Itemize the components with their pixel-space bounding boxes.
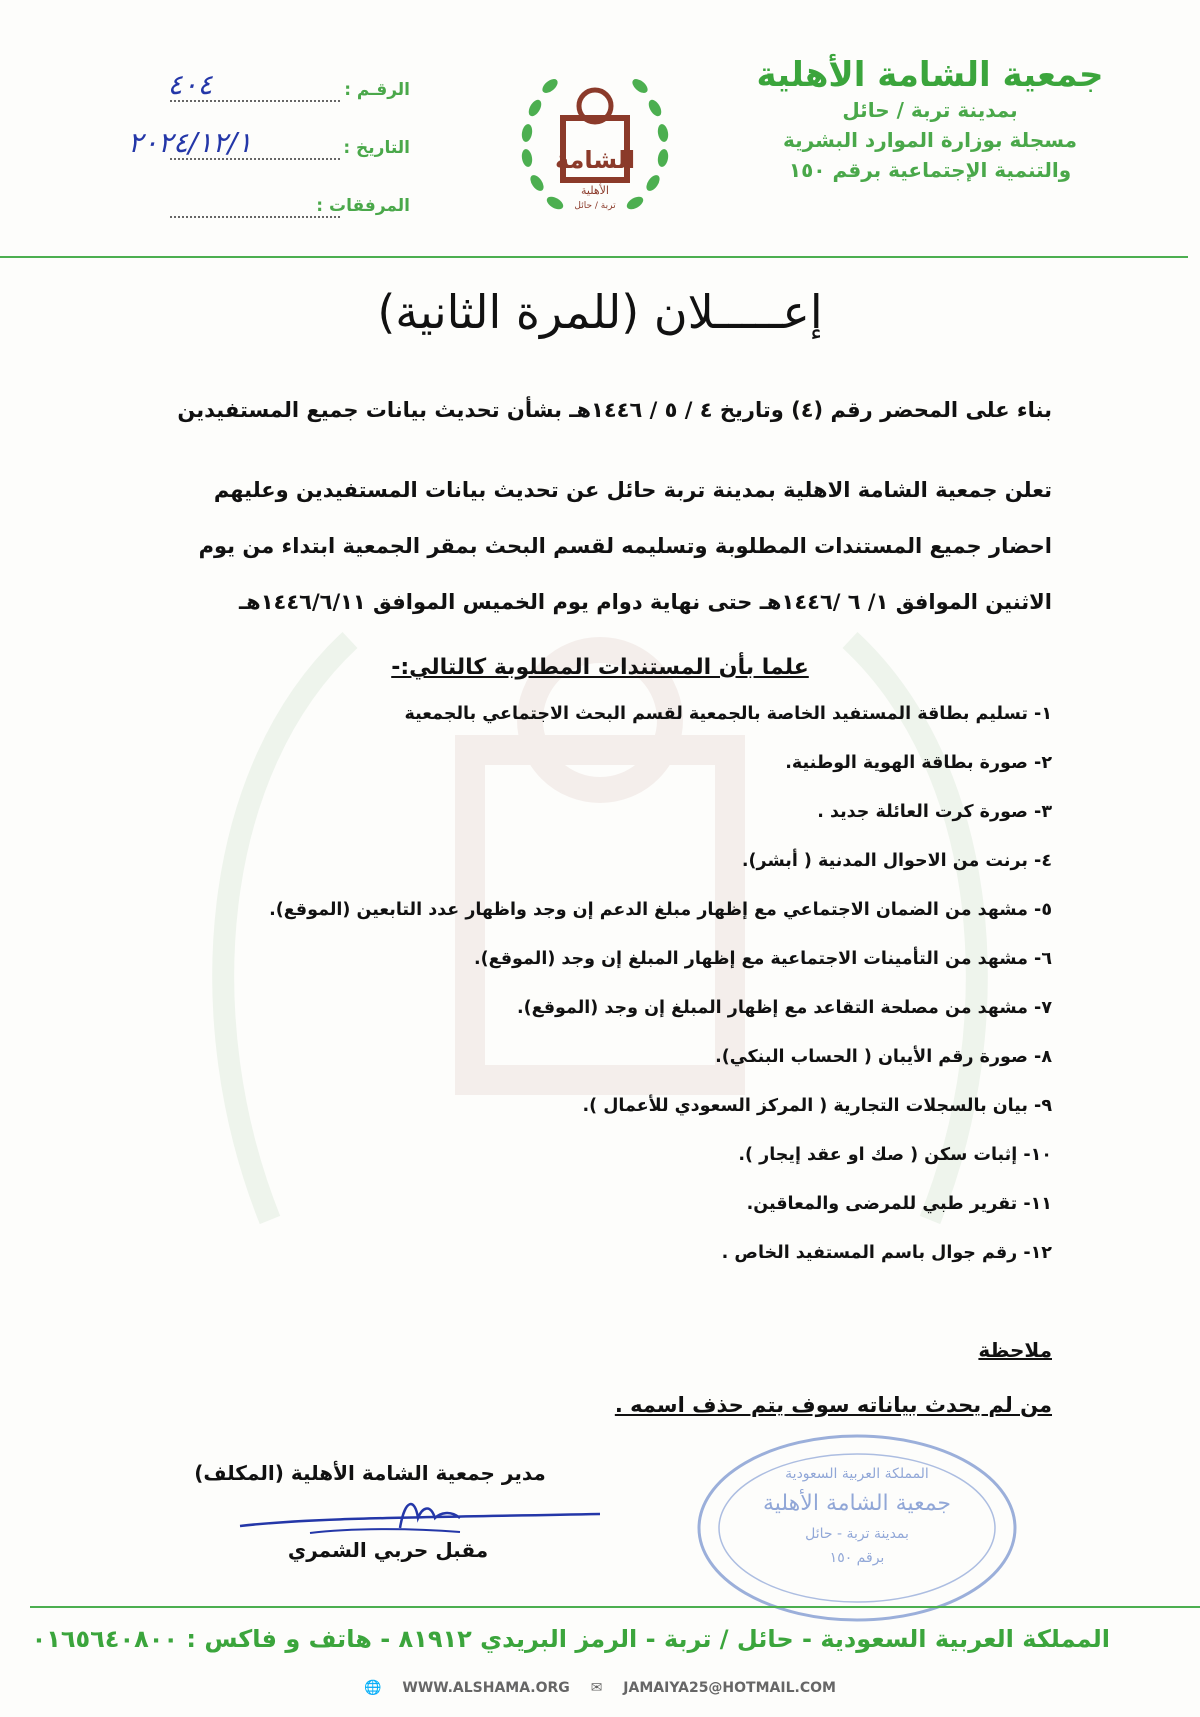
- list-item: ١- تسليم بطاقة المستفيد الخاصة بالجمعية لقسم البحث الاجتماعي بالجمعية: [404, 704, 1052, 724]
- logo-sub: الأهلية: [581, 184, 609, 197]
- list-item: ١٠- إثبات سكن ( صك او عقد إيجار ).: [738, 1145, 1052, 1165]
- body-line: الاثنين الموافق ١/ ٦ /١٤٤٦هـ حتى نهاية دوام يوم الخميس الموافق ١٤٤٦/٦/١١هـ: [238, 590, 1052, 614]
- body-line: احضار جميع المستندات المطلوبة وتسليمه لقسم البحث بمقر الجمعية ابتداء من يوم: [198, 534, 1052, 558]
- stamp-line: بمدينة تربة - حائل: [805, 1526, 909, 1542]
- org-logo: [505, 48, 685, 228]
- intro-paragraph: بناء على المحضر رقم (٤) وتاريخ ٤ / ٥ / ١٤٤٦هـ بشأن تحديث بيانات جميع المستفيدين: [177, 398, 1052, 422]
- body-line: تعلن جمعية الشامة الاهلية بمدينة تربة حائل عن تحديث بيانات المستفيدين وعليهم: [213, 478, 1052, 502]
- note-heading: ملاحظة: [978, 1338, 1052, 1362]
- list-item: ٩- بيان بالسجلات التجارية ( المركز السعودي للأعمال ).: [582, 1096, 1052, 1116]
- field-number-label: الرقـم :: [344, 80, 410, 100]
- header-divider: [0, 256, 1188, 258]
- org-name: جمعية الشامة الأهلية: [756, 55, 1104, 95]
- field-number: [60, 70, 410, 128]
- globe-icon: 🌐: [364, 1680, 382, 1696]
- email-link[interactable]: JAMAIYA25@HOTMAIL.COM: [623, 1680, 836, 1696]
- announcement-title: إعـــــلان (للمرة الثانية): [377, 285, 823, 339]
- reference-fields: [60, 70, 410, 244]
- field-number-value: ٤٠٤: [167, 68, 213, 101]
- org-line-number: والتنمية الإجتماعية برقم ١٥٠: [788, 158, 1072, 182]
- list-item: ٤- برنت من الاحوال المدنية ( أبشر).: [741, 851, 1052, 871]
- body-paragraph: [152, 462, 1052, 630]
- logo-text: الشامة: [554, 146, 636, 174]
- footer-address: المملكة العربية السعودية - حائل / تربة - الرمز البريدي ٨١٩١٢ - هاتف و فاكس : ٠١٦٥٦٤٠٨٠٠: [31, 1625, 1110, 1653]
- footer-contacts: [0, 1680, 1200, 1696]
- footer-divider: [30, 1606, 1200, 1608]
- org-line-registry: مسجلة بوزارة الموارد البشرية: [783, 128, 1077, 152]
- official-stamp: [692, 1428, 1022, 1628]
- signatory-name: مقبل حربي الشمري: [287, 1538, 489, 1562]
- stamp-line: برقم ١٥٠: [829, 1550, 885, 1566]
- list-item: ٨- صورة رقم الأيبان ( الحساب البنكي).: [715, 1047, 1052, 1067]
- documents-list: [52, 704, 1052, 1292]
- list-item: ٦- مشهد من التأمينات الاجتماعية مع إظهار المبلغ إن وجد (الموقع).: [473, 949, 1052, 969]
- field-date-label: التاريخ :: [343, 138, 410, 158]
- logo-place: تربة / حائل: [574, 201, 616, 211]
- list-item: ١١- تقرير طبي للمرضى والمعاقين.: [746, 1194, 1052, 1214]
- list-item: ٥- مشهد من الضمان الاجتماعي مع إظهار مبلغ الدعم إن وجد واظهار عدد التابعين (الموقع).: [269, 900, 1052, 920]
- org-line-city: بمدينة تربة / حائل: [842, 98, 1018, 122]
- stamp-line: المملكة العربية السعودية: [785, 1466, 929, 1482]
- signatory-title: مدير جمعية الشامة الأهلية (المكلف): [194, 1461, 546, 1485]
- mail-icon: ✉: [590, 1680, 603, 1696]
- org-header: [750, 55, 1110, 185]
- field-attachments: [60, 186, 410, 244]
- list-item: ٧- مشهد من مصلحة التقاعد مع إظهار المبلغ إن وجد (الموقع).: [516, 998, 1052, 1018]
- field-date: [60, 128, 410, 186]
- documents-heading: علما بأن المستندات المطلوبة كالتالي:-: [391, 655, 809, 680]
- list-item: ١٢- رقم جوال باسم المستفيد الخاص .: [721, 1243, 1052, 1263]
- field-date-value: ٢٠٢٤/١٢/١: [127, 126, 253, 159]
- stamp-line: جمعية الشامة الأهلية: [762, 1491, 952, 1516]
- list-item: ٣- صورة كرت العائلة جديد .: [817, 802, 1052, 822]
- field-attachments-label: المرفقات :: [316, 196, 410, 216]
- dotted-line: [170, 216, 340, 218]
- list-item: ٢- صورة بطاقة الهوية الوطنية.: [785, 753, 1052, 773]
- note-text: من لم يحدث بياناته سوف يتم حذف اسمه .: [614, 1393, 1052, 1417]
- website-link[interactable]: WWW.ALSHAMA.ORG: [402, 1680, 570, 1696]
